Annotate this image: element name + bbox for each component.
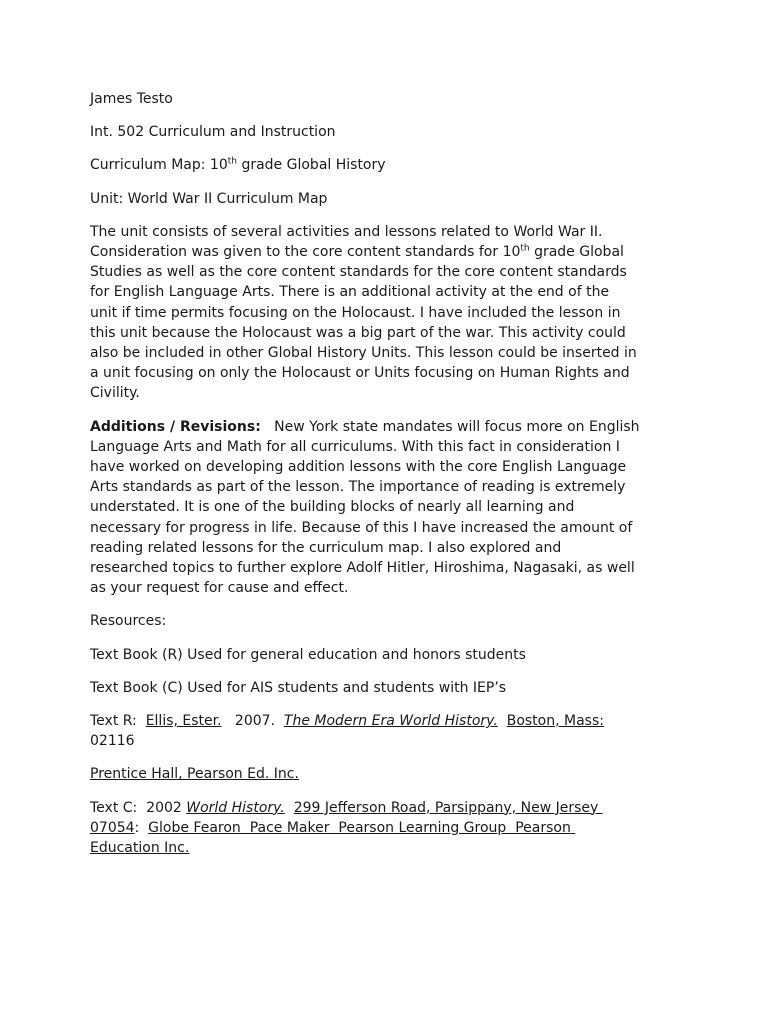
citation-text-c <box>90 798 680 859</box>
document-body <box>90 89 680 871</box>
map-rest: grade Global History <box>237 157 386 174</box>
citation-gap <box>285 800 294 816</box>
citation-year: 2007. <box>221 713 284 730</box>
curriculum-map-line <box>90 155 680 175</box>
citation-title: The Modern Era World History. <box>283 713 498 730</box>
intro-line: unit if time permits focusing on the Holocaust. I have included the lesson in <box>90 304 621 321</box>
additions-paragraph <box>90 417 680 599</box>
text-book-r-text: Text Book (R) Used for general education and honors students <box>90 646 526 663</box>
resources-heading <box>90 611 680 631</box>
additions-line: as your request for cause and effect. <box>90 580 349 597</box>
citation-prefix: Text R: <box>90 713 146 730</box>
citation-zip: 07054 <box>90 819 135 836</box>
citation-address: 299 Jefferson Road, Parsippany, New Jersey <box>293 799 603 816</box>
additions-line: necessary for progress in life. Because of this I have increased the amount of <box>90 519 633 536</box>
map-label: Curriculum Map: 10 <box>90 157 228 174</box>
citation-place: Boston, Mass: <box>506 713 604 730</box>
citation-publisher: Prentice Hall, Pearson Ed. Inc. <box>90 766 299 783</box>
citation-title: World History. <box>186 799 285 816</box>
citation-publisher: Globe Fearon Pace Maker Pearson Learning Group Pearson <box>148 819 576 836</box>
course-text: Int. 502 Curriculum and Instruction <box>90 124 336 141</box>
intro-line-part: Consideration was given to the core content standards for 10 <box>90 244 521 261</box>
text-book-c-text: Text Book (C) Used for AIS students and students with IEP’s <box>90 679 507 696</box>
intro-line: for English Language Arts. There is an additional activity at the end of the <box>90 284 610 301</box>
citation-colon: : <box>134 819 149 836</box>
author-name <box>90 89 680 109</box>
intro-line: a unit focusing on only the Holocaust or Units focusing on Human Rights and <box>90 365 630 382</box>
intro-line <box>90 242 680 262</box>
citation-publisher: Education Inc. <box>90 840 190 857</box>
intro-paragraph <box>90 222 680 404</box>
text-book-c <box>90 678 680 698</box>
citation-publisher-r <box>90 764 680 784</box>
citation-author: Ellis, Ester. <box>145 713 222 730</box>
intro-line-part: grade Global <box>529 244 624 261</box>
additions-heading: Additions / Revisions: <box>90 418 261 435</box>
unit-line <box>90 189 680 209</box>
intro-line: Studies as well as the core content standards for the core content standards <box>90 264 627 281</box>
additions-line: understated. It is one of the building blocks of nearly all learning and <box>90 499 575 516</box>
text-book-r <box>90 645 680 665</box>
intro-line: this unit because the Holocaust was a big part of the war. This activity could <box>90 324 626 341</box>
resources-heading-text: Resources: <box>90 613 167 630</box>
additions-line: Arts standards as part of the lesson. The importance of reading is extremely <box>90 479 626 496</box>
map-superscript: th <box>227 156 237 167</box>
intro-line: The unit consists of several activities and lessons related to World War II. <box>90 223 603 240</box>
citation-text-r <box>90 711 680 751</box>
additions-line: Language Arts and Math for all curriculums. With this fact in consideration I <box>90 438 620 455</box>
author-text: James Testo <box>90 91 173 107</box>
additions-line: have worked on developing addition lessons with the core English Language <box>90 459 627 476</box>
intro-line: Civility. <box>90 385 140 402</box>
citation-gap <box>498 713 507 729</box>
additions-line <box>90 417 680 437</box>
citation-zip: 02116 <box>90 733 135 750</box>
unit-text: Unit: World War II Curriculum Map <box>90 190 328 207</box>
additions-line: researched topics to further explore Adolf Hitler, Hiroshima, Nagasaki, as well <box>90 560 635 577</box>
intro-line: also be included in other Global History Units. This lesson could be inserted in <box>90 345 637 362</box>
intro-superscript: th <box>520 243 530 254</box>
citation-prefix: Text C: 2002 <box>90 799 187 816</box>
additions-line-part: New York state mandates will focus more on English <box>260 418 640 435</box>
course-title <box>90 122 680 142</box>
additions-line: reading related lessons for the curriculum map. I also explored and <box>90 539 562 556</box>
